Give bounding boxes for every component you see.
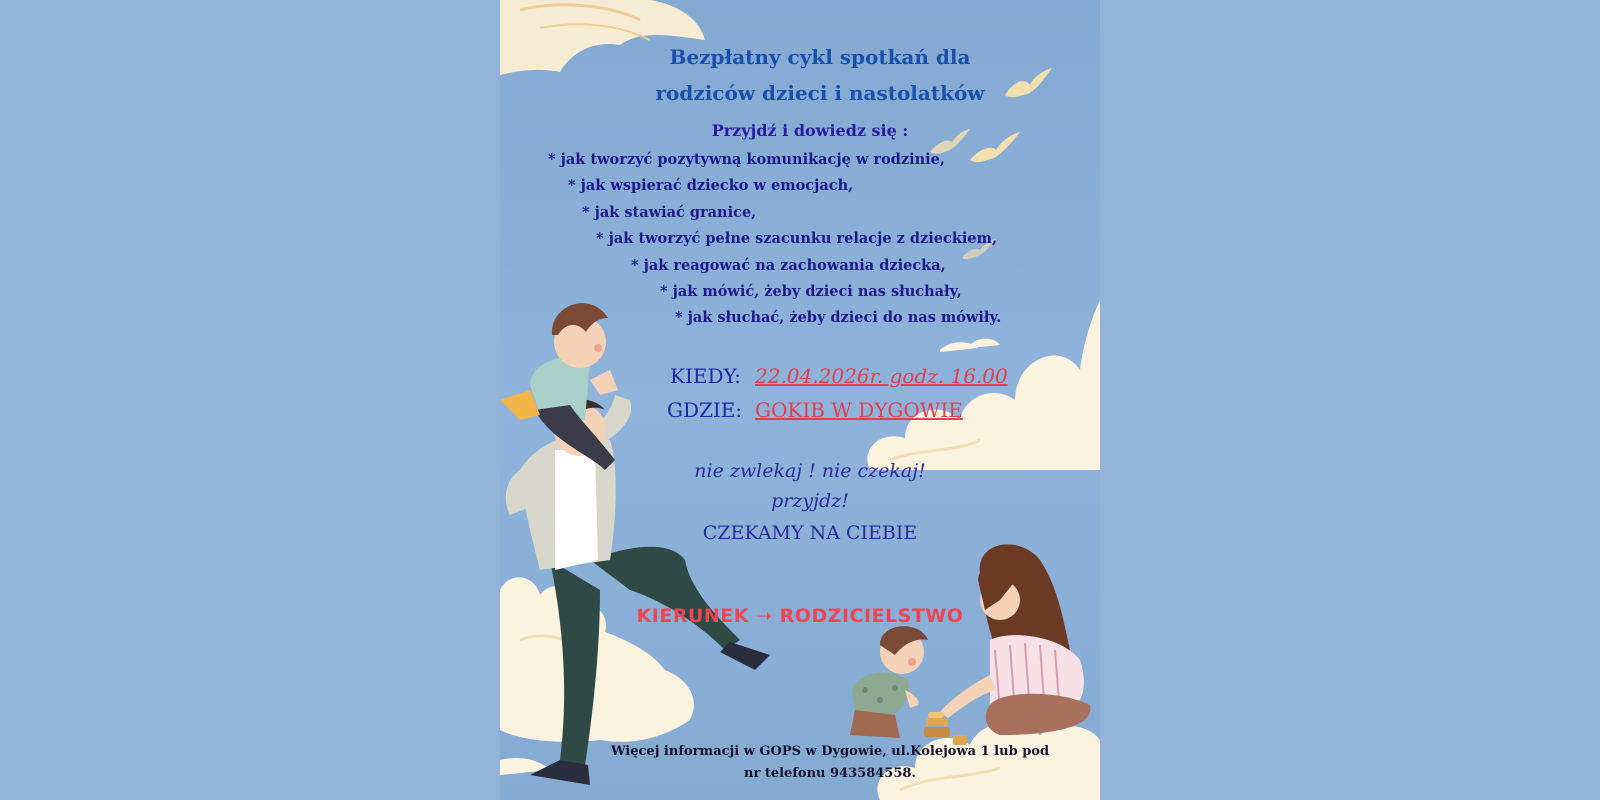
bullet-item: * jak słuchać, żeby dzieci do nas mówiły. [675,309,1002,326]
when-value: 22.04.2026r. godz. 16.00 [755,364,1008,388]
call-to-action-line-1: nie zwlekaj ! nie czekaj! [694,460,926,482]
footer-line-2: nr telefonu 943584558. [744,766,916,781]
title-line-1: Bezpłatny cykl spotkań dla [669,45,971,69]
where-label: GDZIE: [667,398,743,422]
bullet-item: * jak reagować na zachowania dziecka, [631,257,946,274]
title-line-2: rodziców dzieci i nastolatków [655,81,985,105]
bullet-item: * jak tworzyć pozytywną komunikację w rodzinie, [548,151,945,168]
footer-line-1: Więcej informacji w GOPS w Dygowie, ul.Kolejowa 1 lub pod [610,744,1050,759]
bullet-item: * jak mówić, żeby dzieci nas słuchały, [660,283,962,300]
where-value: GOKIB W DYGOWIE [755,398,963,422]
text-layer [500,0,1100,800]
when-label: KIEDY: [670,364,741,388]
bullet-item: * jak stawiać granice, [582,204,757,221]
intro-heading: Przyjdź i dowiedz się : [711,121,909,140]
bullet-item: * jak tworzyć pełne szacunku relacje z dzieckiem, [596,230,998,247]
call-to-action-line-2: przyjdz! [771,490,849,512]
call-to-action-line-3: CZEKAMY NA CIEBIE [702,522,918,544]
slogan: KIERUNEK ➝ RODZICIELSTWO [636,605,964,627]
poster [500,0,1100,800]
bullet-item: * jak wspierać dziecko w emocjach, [568,177,854,194]
